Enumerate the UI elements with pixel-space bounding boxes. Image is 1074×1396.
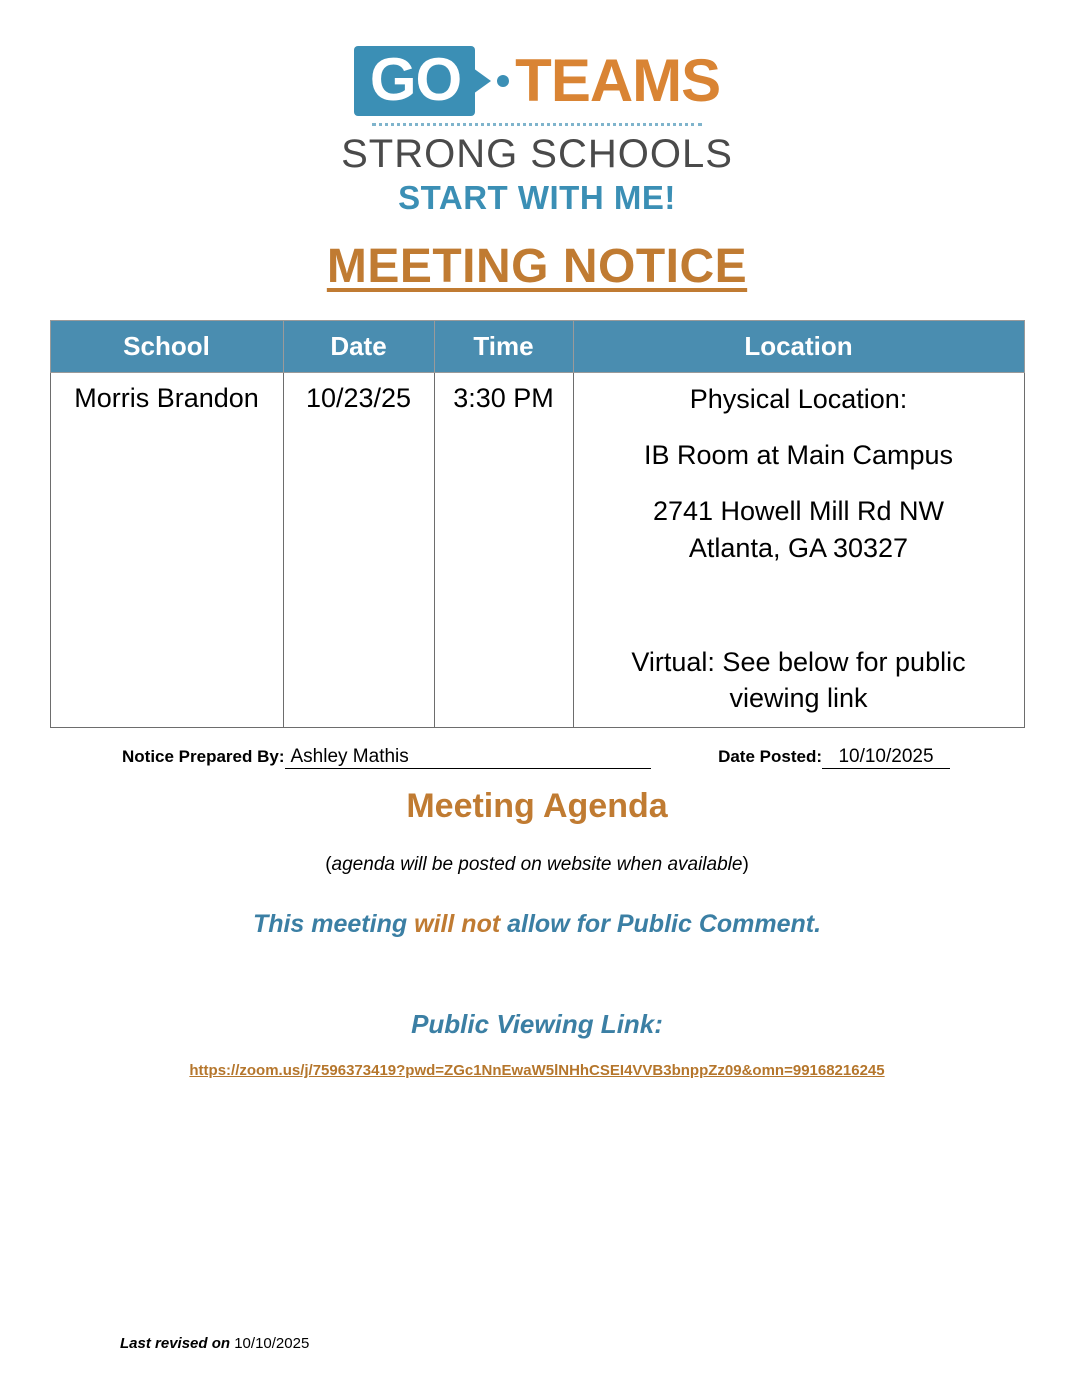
cell-date: 10/23/25 [283, 373, 434, 728]
date-posted-group [718, 746, 1006, 769]
location-street: 2741 Howell Mill Rd NW [652, 495, 945, 526]
meeting-details-table [50, 320, 1025, 728]
prepared-by-value: Ashley Mathis [285, 746, 651, 769]
location-physical-label: Physical Location: [689, 384, 908, 414]
logo-dot-icon [497, 75, 509, 87]
comment-highlight: will not [414, 909, 501, 938]
logo-divider [372, 122, 702, 126]
agenda-note-close: ) [742, 853, 749, 875]
agenda-note [0, 854, 1074, 876]
last-revised-value: 10/10/2025 [234, 1335, 310, 1352]
logo-tagline-primary: STRONG SCHOOLS [341, 132, 733, 176]
column-header-location: Location [573, 321, 1024, 373]
table-header-row [50, 321, 1024, 373]
public-viewing-heading: Public Viewing Link: [411, 1008, 663, 1039]
table-row [50, 373, 1024, 728]
logo-go-text: GO [354, 46, 475, 116]
location-room: IB Room at Main Campus [643, 439, 954, 470]
cell-time: 3:30 PM [434, 373, 573, 728]
public-comment-statement [0, 910, 1074, 939]
last-revised-footer [120, 1335, 309, 1352]
page-title: MEETING NOTICE [326, 240, 748, 293]
comment-part-one: This meeting [252, 909, 415, 938]
column-header-school: School [50, 321, 283, 373]
comment-part-two: allow for Public Comment. [500, 909, 822, 938]
logo-teams-text: TEAMS [515, 47, 721, 114]
agenda-note-open: ( [325, 853, 332, 875]
column-header-date: Date [283, 321, 434, 373]
last-revised-label: Last revised on [120, 1335, 231, 1352]
public-viewing-link[interactable]: https://zoom.us/j/7596373419?pwd=ZGc1NnEwaW5lNHhCSEI4VVB3bnppZz09&omn=99168216245 [189, 1061, 885, 1079]
cell-school: Morris Brandon [50, 373, 283, 728]
agenda-heading: Meeting Agenda [406, 786, 668, 825]
location-virtual: Virtual: See below for public viewing link [631, 647, 966, 714]
goteams-logo [0, 0, 1074, 217]
location-spacer [580, 588, 1018, 644]
date-posted-value: 10/10/2025 [822, 746, 950, 769]
agenda-note-text: agenda will be posted on website when available [331, 853, 743, 875]
logo-tagline-secondary: START WITH ME! [398, 179, 676, 216]
cell-location [573, 373, 1024, 728]
prepared-by-label: Notice Prepared By: [122, 746, 285, 766]
column-header-time: Time [434, 321, 573, 373]
logo-wordmark [0, 46, 1074, 116]
location-city-state-zip: Atlanta, GA 30327 [688, 533, 909, 564]
prepared-by-row [68, 746, 1006, 769]
date-posted-label: Date Posted: [718, 746, 822, 766]
